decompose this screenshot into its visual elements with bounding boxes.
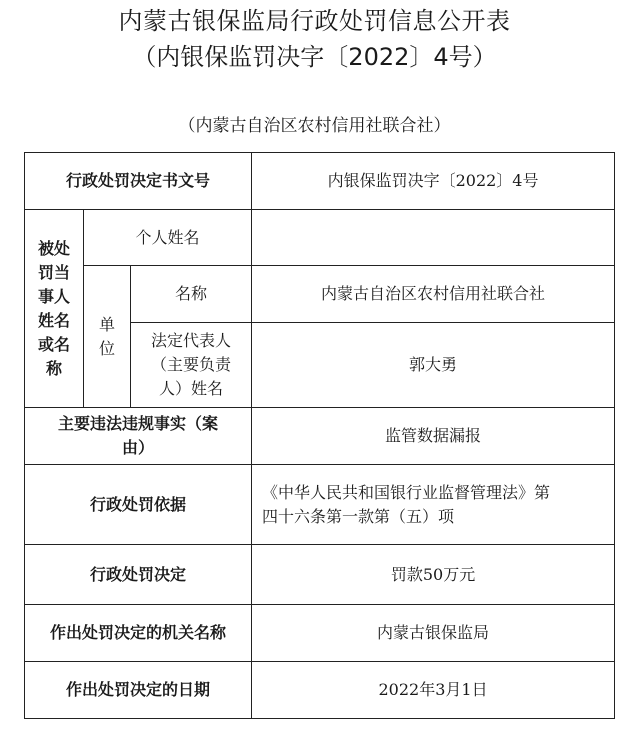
legal-rep-label-line: （主要负责 (151, 355, 232, 374)
individual-name-value (252, 210, 615, 266)
party-label-line: 事人 (37, 286, 70, 306)
doc-number-label: 行政处罚决定书文号 (25, 153, 252, 210)
entity-subtitle: （内蒙古自治区农村信用社联合社） (178, 116, 451, 136)
legal-rep-label-line: 人）姓名 (159, 379, 224, 398)
party-label-line: 姓名 (37, 310, 70, 330)
legal-rep-label (131, 323, 252, 408)
decision-value: 罚款50万元 (252, 545, 615, 605)
table-row (25, 408, 615, 465)
page-title: 内蒙古银保监局行政处罚信息公开表 (118, 7, 511, 35)
table-row (25, 662, 615, 719)
unit-label (84, 266, 131, 408)
unit-label-line: 单 (98, 314, 115, 334)
table-row (25, 153, 615, 210)
table-row (25, 605, 615, 662)
party-label-line: 被处 (37, 238, 70, 258)
date-value: 2022年3月1日 (252, 662, 615, 719)
party-label-line: 称 (45, 358, 62, 378)
unit-label-line: 位 (98, 338, 115, 358)
table-row (25, 210, 615, 266)
basis-value-line: 《中华人民共和国银行业监督管理法》第 (262, 482, 551, 502)
basis-value (252, 465, 615, 545)
authority-value: 内蒙古银保监局 (252, 605, 615, 662)
basis-label: 行政处罚依据 (25, 465, 252, 545)
table-row (25, 545, 615, 605)
doc-number-value: 内银保监罚决字〔2022〕4号 (252, 153, 615, 210)
violation-value: 监管数据漏报 (252, 408, 615, 465)
document-number-title: （内银保监罚决字〔2022〕4号） (132, 43, 497, 71)
party-label (25, 210, 84, 408)
legal-rep-value: 郭大勇 (252, 323, 615, 408)
unit-name-value: 内蒙古自治区农村信用社联合社 (252, 266, 615, 323)
party-label-line: 或名 (37, 334, 70, 354)
penalty-info-table (24, 152, 615, 719)
unit-name-label: 名称 (131, 266, 252, 323)
legal-rep-label-line: 法定代表人 (151, 331, 232, 350)
date-label: 作出处罚决定的日期 (25, 662, 252, 719)
authority-label: 作出处罚决定的机关名称 (25, 605, 252, 662)
violation-label-line: 主要违法违规事实（案 (58, 414, 219, 433)
basis-value-line: 四十六条第一款第（五）项 (262, 506, 455, 526)
individual-name-label: 个人姓名 (84, 210, 252, 266)
decision-label: 行政处罚决定 (25, 545, 252, 605)
party-label-line: 罚当 (37, 262, 70, 282)
violation-label-line: 由） (122, 438, 155, 457)
table-row (25, 465, 615, 545)
table-row (25, 266, 615, 323)
violation-label (25, 408, 252, 465)
